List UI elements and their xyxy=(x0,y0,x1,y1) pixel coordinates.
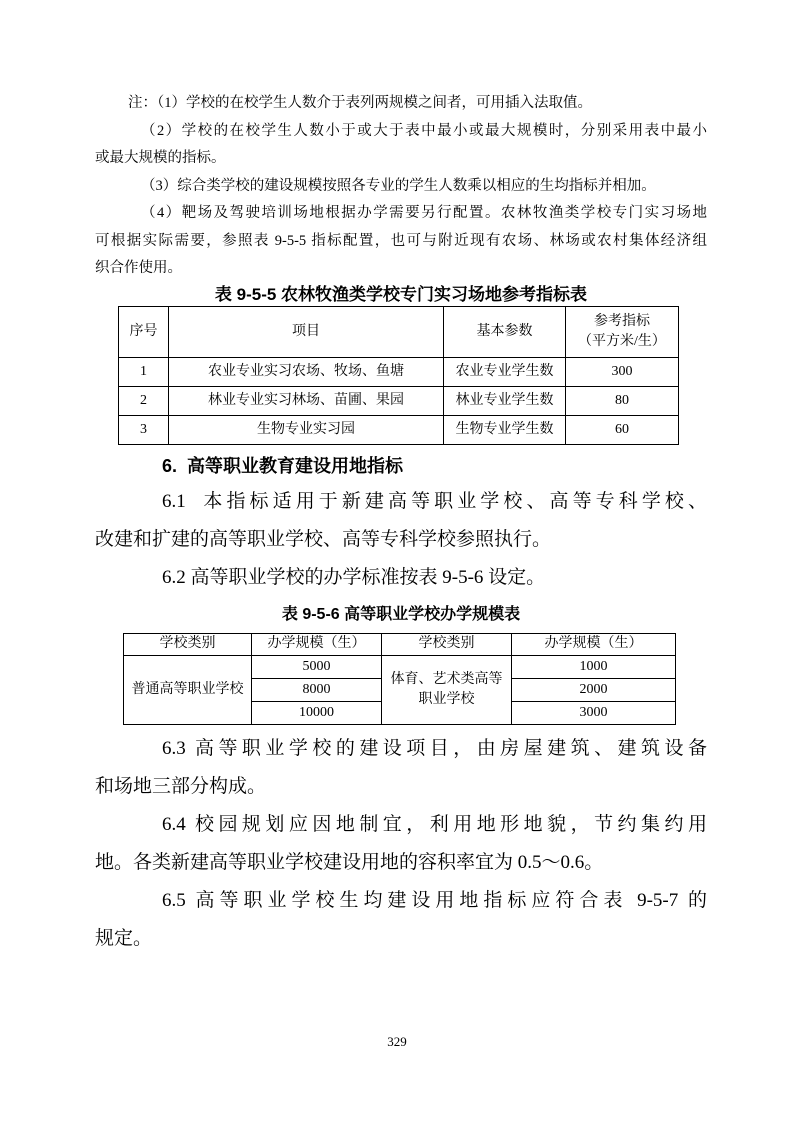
header-cell-category-left: 学校类别 xyxy=(124,633,252,655)
header-cell-ref xyxy=(566,306,679,357)
paragraph-6-5 xyxy=(95,882,707,958)
table-9-5-6-title: 表 9-5-6 高等职业学校办学规模表 xyxy=(281,605,521,623)
paragraph-line: 6.1 本指标适用于新建高等职业学校、高等专科学校、 xyxy=(162,490,707,512)
note-line-6: 可根据实际需要，参照表 9-5-5 指标配置，也可与附近现有农场、林场或农村集体经济组 xyxy=(95,232,707,249)
table-row xyxy=(119,386,679,415)
right-category-text: 体育、艺术类高等职业学校 xyxy=(390,671,503,707)
paragraph-line: 6.2 高等职业学校的办学标准按表 9-5-6 设定。 xyxy=(162,566,546,588)
header-cell-param: 基本参数 xyxy=(444,306,566,357)
paragraph-line: 改建和扩建的高等职业学校、高等专科学校参照执行。 xyxy=(95,528,552,550)
table-row xyxy=(119,357,679,386)
notes-block xyxy=(95,90,707,283)
page-number: 329 xyxy=(387,1034,407,1049)
cell-value: 60 xyxy=(566,415,679,444)
cell-left-value: 10000 xyxy=(252,701,382,724)
paragraph-line: 6.3 高等职业学校的建设项目，由房屋建筑、建筑设备 xyxy=(162,737,707,759)
cell-left-category: 普通高等职业学校 xyxy=(124,655,252,724)
cell-param: 林业专业学生数 xyxy=(444,386,566,415)
cell-right-value: 2000 xyxy=(512,678,676,701)
paragraph-line: 6.4 校园规划应因地制宜，利用地形地貌，节约集约用 xyxy=(162,813,707,835)
paragraph-6-2 xyxy=(95,559,707,597)
table-9-5-6 xyxy=(123,633,676,725)
table-row xyxy=(124,655,676,678)
table-row xyxy=(119,415,679,444)
header-cell-scale-right: 办学规模（生） xyxy=(512,633,676,655)
cell-no: 3 xyxy=(119,415,169,444)
cell-left-value: 8000 xyxy=(252,678,382,701)
header-cell-scale-left: 办学规模（生） xyxy=(252,633,382,655)
header-cell-no: 序号 xyxy=(119,306,169,357)
paragraph-line: 地。各类新建高等职业学校建设用地的容积率宜为 0.5～0.6。 xyxy=(95,851,604,873)
cell-right-category xyxy=(382,655,512,724)
cell-param: 生物专业学生数 xyxy=(444,415,566,444)
cell-param: 农业专业学生数 xyxy=(444,357,566,386)
cell-item: 林业专业实习林场、苗圃、果园 xyxy=(169,386,444,415)
paragraph-line: 和场地三部分构成。 xyxy=(95,775,267,797)
header-cell-item: 项目 xyxy=(169,306,444,357)
paragraph-6-4 xyxy=(95,806,707,882)
paragraph-6-1 xyxy=(95,483,707,559)
note-line-4: （3）综合类学校的建设规模按照各专业的学生人数乘以相应的生均指标并相加。 xyxy=(141,177,656,194)
note-line-1: 注：（1）学校的在校学生人数介于表列两规模之间者，可用插入法取值。 xyxy=(128,95,592,111)
cell-value: 300 xyxy=(566,357,679,386)
cell-right-value: 1000 xyxy=(512,655,676,678)
section-6-heading: 6. 高等职业教育建设用地指标 xyxy=(162,455,404,476)
header-ref-line1: 参考指标 xyxy=(594,313,650,329)
cell-no: 2 xyxy=(119,386,169,415)
header-cell-category-right: 学校类别 xyxy=(382,633,512,655)
cell-item: 生物专业实习园 xyxy=(169,415,444,444)
paragraph-line: 规定。 xyxy=(95,927,153,949)
table-9-5-5 xyxy=(118,306,679,445)
paragraph-line: 6.5 高等职业学校生均建设用地指标应符合表 9-5-7 的 xyxy=(162,889,707,911)
header-ref-line2: （平方米/生） xyxy=(578,333,666,349)
note-line-2: （2）学校的在校学生人数小于或大于表中最小或最大规模时，分别采用表中最小 xyxy=(141,122,707,139)
cell-item: 农业专业实习农场、牧场、鱼塘 xyxy=(169,357,444,386)
table-9-5-6-header-row xyxy=(124,633,676,655)
cell-right-value: 3000 xyxy=(512,701,676,724)
note-line-7: 织合作使用。 xyxy=(95,260,182,276)
cell-left-value: 5000 xyxy=(252,655,382,678)
note-line-5: （4）靶场及驾驶培训场地根据办学需要另行配置。农林牧渔类学校专门实习场地 xyxy=(141,205,707,221)
table-9-5-5-header-row xyxy=(119,306,679,357)
cell-value: 80 xyxy=(566,386,679,415)
cell-no: 1 xyxy=(119,357,169,386)
note-line-3: 或最大规模的指标。 xyxy=(95,150,226,166)
table-9-5-5-title: 表 9-5-5 农林牧渔类学校专门实习场地参考指标表 xyxy=(214,284,588,304)
paragraph-6-3 xyxy=(95,730,707,806)
